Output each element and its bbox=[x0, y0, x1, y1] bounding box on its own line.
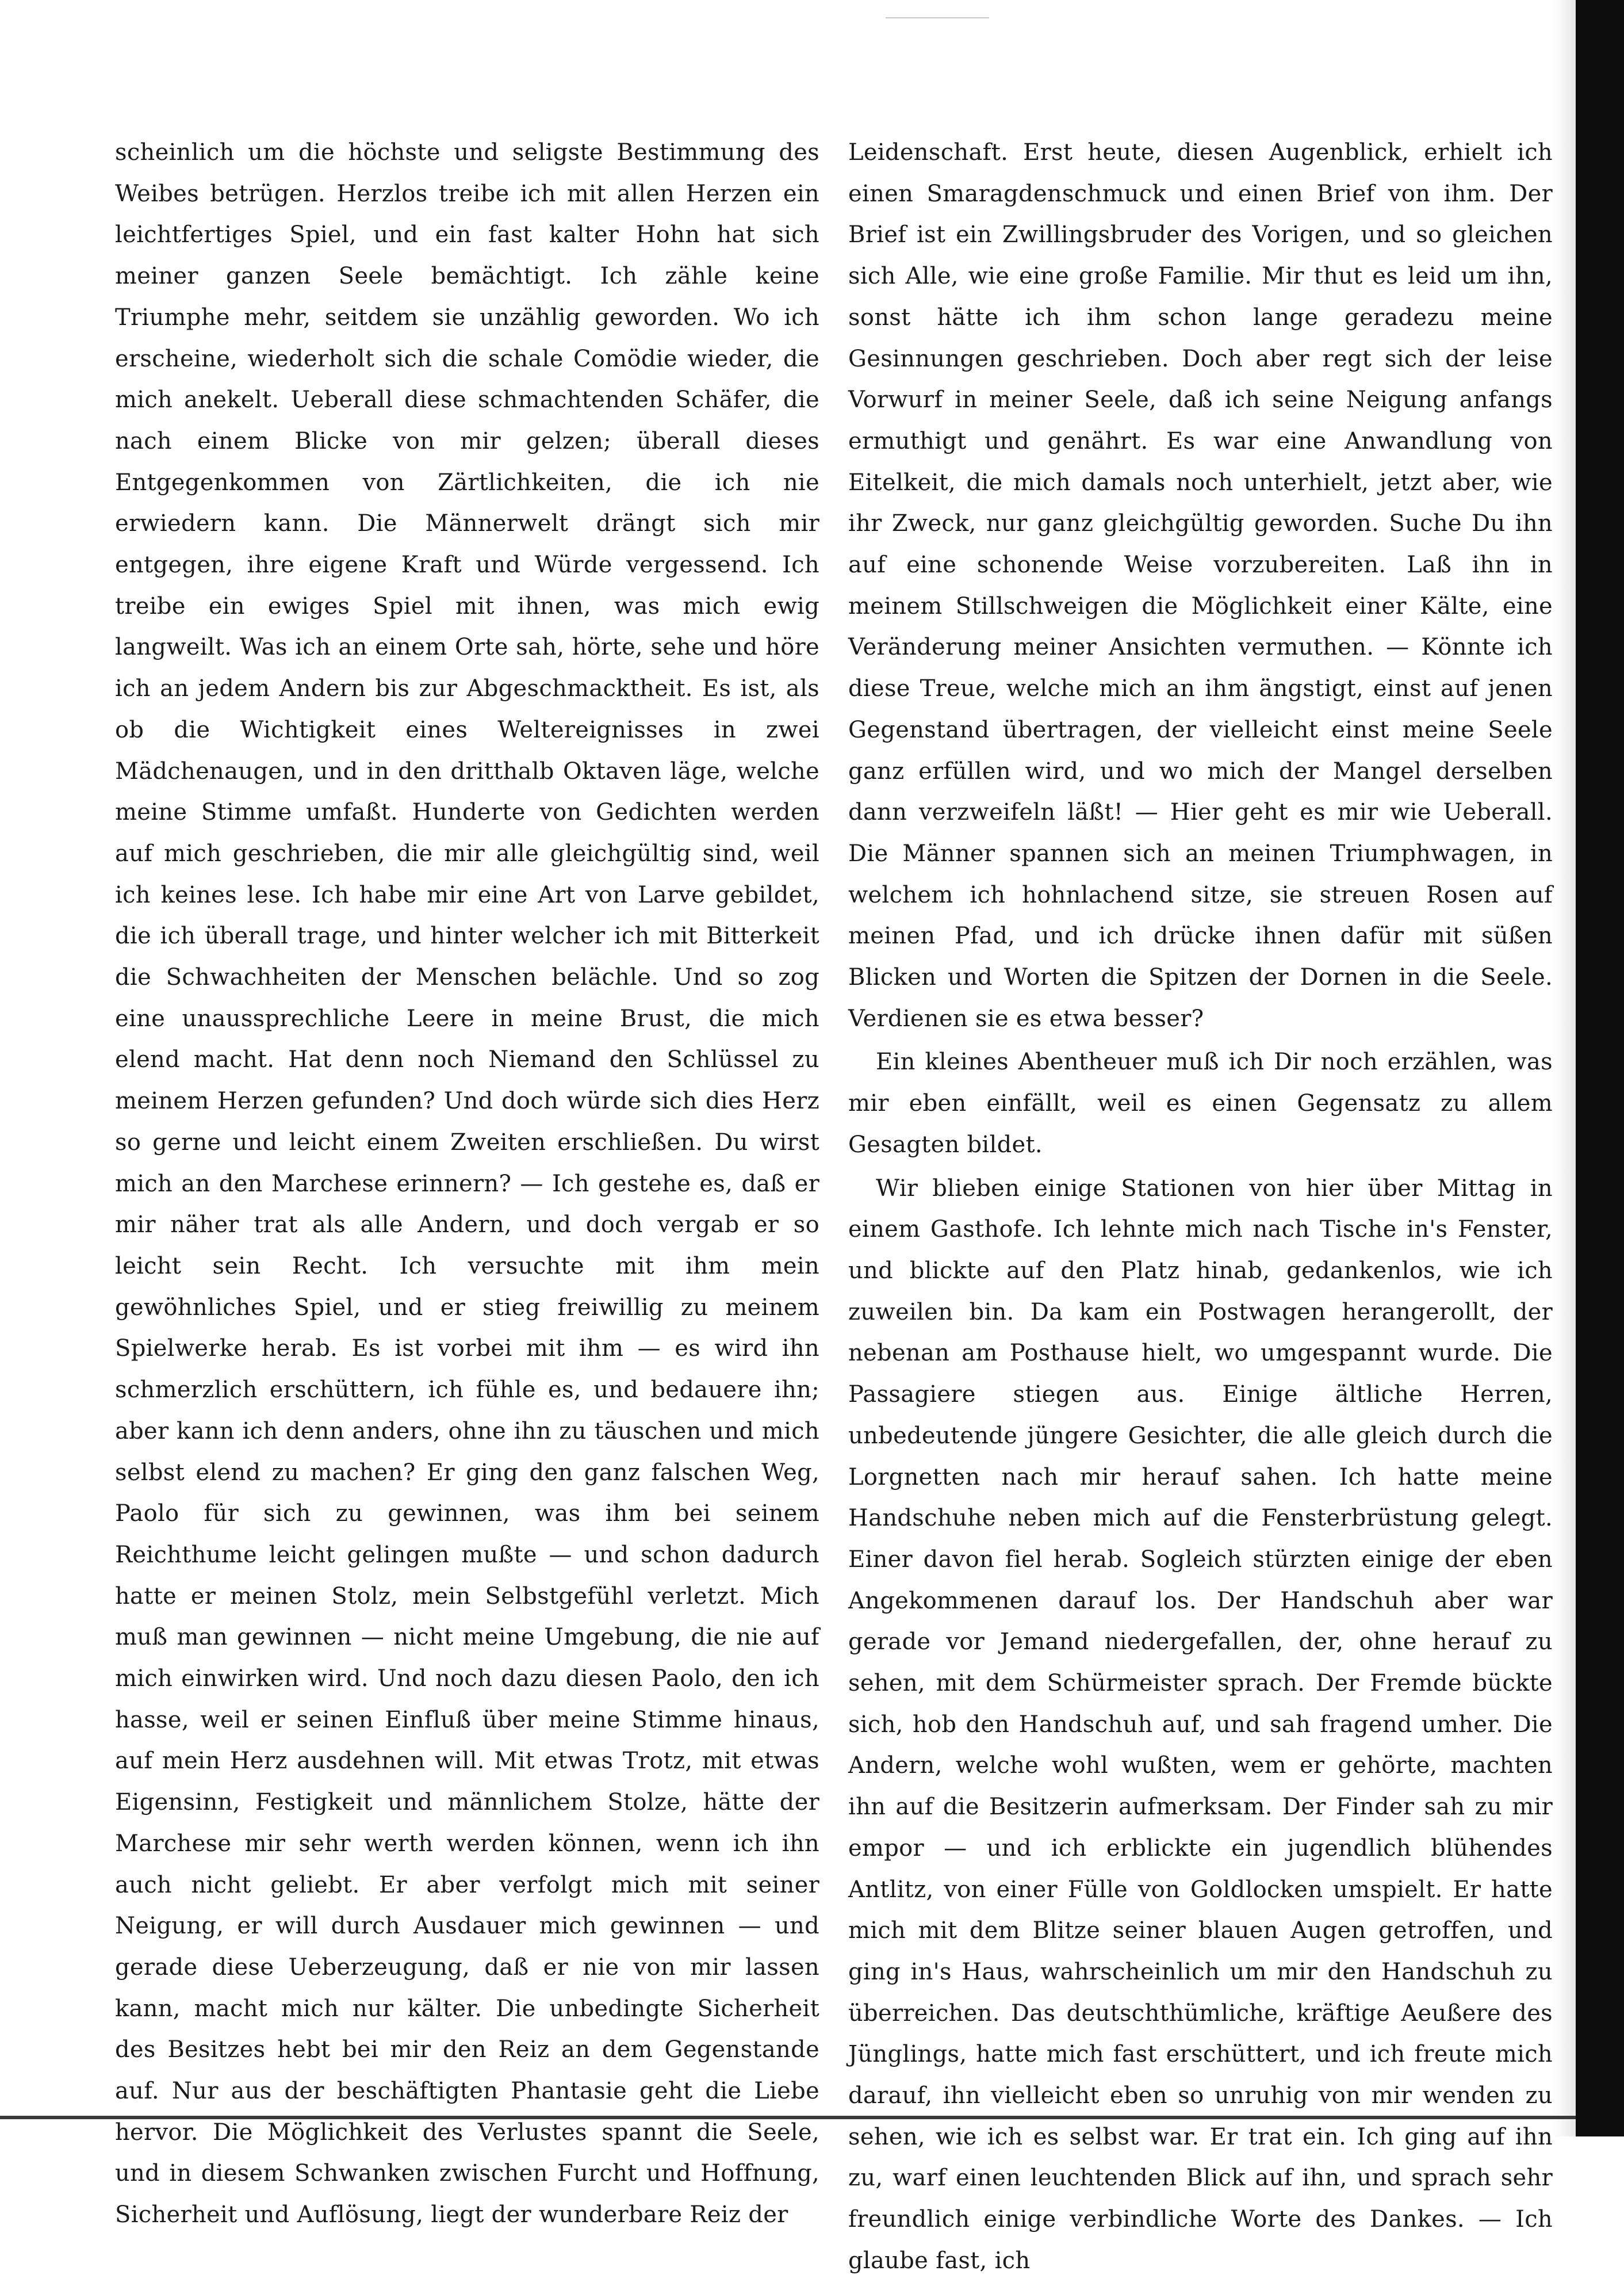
page-edge bbox=[1553, 0, 1576, 2136]
left-column bbox=[115, 132, 819, 2236]
left-paragraph-1: scheinlich um die höchste und seligste Bestimmung des Weibes betrügen. Herzlos treibe ich mit allen Herzen ein leichtfertiges Spiel, und ein fast kalter Hohn hat sich meiner ganzen Seele bemächtigt. Ich zähle keine Triumphe mehr, seitdem sie unzählig geworden. Wo ich erscheine, wiederholt sich die schale Comödie wieder, die mich anekelt. Ueberall diese schmachtenden Schäfer, die nach einem Blicke von mir gelzen; überall dieses Entgegenkommen von Zärtlichkeiten, die ich nie erwiedern kann. Die Männerwelt drängt sich mir entgegen, ihre eigene Kraft und Würde vergessend. Ich treibe ein ewiges Spiel mit ihnen, was mich ewig langweilt. Was ich an einem Orte sah, hörte, sehe und höre ich an jedem Andern bis zur Abgeschmacktheit. Es ist, als ob die Wichtigkeit eines Weltereignisses in zwei Mädchenaugen, und in den dritthalb Oktaven läge, welche meine Stimme umfaßt. Hunderte von Gedichten werden auf mich geschrieben, die mir alle gleichgültig sind, weil ich keines lese. Ich habe mir eine Art von Larve gebildet, die ich überall trage, und hinter welcher ich mit Bitterkeit die Schwachheiten der Menschen belächle. Und so zog eine unaussprechliche Leere in meine Brust, die mich elend macht. Hat denn noch Niemand den Schlüssel zu meinem Herzen gefunden? Und doch würde sich dies Herz so gerne und leicht einem Zweiten erschließen. Du wirst mich an den Marchese erinnern? — Ich gestehe es, daß er mir näher trat als alle Andern, und doch vergab er so leicht sein Recht. Ich versuchte mit ihm mein gewöhnliches Spiel, und er stieg freiwillig zu meinem Spielwerke herab. Es ist vorbei mit ihm — es wird ihn schmerzlich erschüttern, ich fühle es, und bedauere ihn; aber kann ich denn anders, ohne ihn zu täuschen und mich selbst elend zu machen? Er ging den ganz falschen Weg, Paolo für sich zu gewinnen, was ihm bei seinem Reichthume leicht gelingen mußte — und schon dadurch hatte er meinen Stolz, mein Selbstgefühl verletzt. Mich muß man gewinnen — nicht meine Umgebung, die nie auf mich einwirken wird. Und noch dazu diesen Paolo, den ich hasse, weil er seinen Einfluß über meine Stimme hinaus, auf mein Herz ausdehnen will. Mit etwas Trotz, mit etwas Eigensinn, Festigkeit und männlichem Stolze, hätte der Marchese mir sehr werth werden können, wenn ich ihn auch nicht geliebt. Er aber verfolgt mich mit seiner Neigung, er will durch Ausdauer mich gewinnen — und gerade diese Ueberzeugung, daß er nie von mir lassen kann, macht mich nur kälter. Die unbedingte Sicherheit des Besitzes hebt bei mir den Reiz an dem Gegenstande auf. Nur aus der beschäftigten Phantasie geht die Liebe hervor. Die Möglichkeit des Verlustes spannt die Seele, und in diesem Schwanken zwischen Furcht und Hoffnung, Sicherheit und Auflösung, liegt der wunderbare Reiz der bbox=[115, 139, 819, 2229]
right-paragraph-1: Leidenschaft. Erst heute, diesen Augenblick, erhielt ich einen Smaragdenschmuck und einen Brief von ihm. Der Brief ist ein Zwillingsbruder des Vorigen, und so gleichen sich Alle, wie eine große Familie. Mir thut es leid um ihn, sonst hätte ich ihm schon lange geradezu meine Gesinnungen geschrieben. Doch aber regt sich der leise Vorwurf in meiner Seele, daß ich seine Neigung anfangs ermuthigt und genährt. Es war eine Anwandlung von Eitelkeit, die mich damals noch unterhielt, jetzt aber, wie ihr Zweck, nur ganz gleichgültig geworden. Suche Du ihn auf eine schonende Weise vorzubereiten. Laß ihn in meinem Stillschweigen die Möglichkeit einer Kälte, eine Veränderung meiner Ansichten vermuthen. — Könnte ich diese Treue, welche mich an ihm ängstigt, einst auf jenen Gegenstand übertragen, der vielleicht einst meine Seele ganz erfüllen wird, und wo mich der Mangel derselben dann verzweifeln läßt! — Hier geht es mir wie Ueberall. Die Männer spannen sich an meinen Triumphwagen, in welchem ich hohnlachend sitze, sie streuen Rosen auf meinen Pfad, und ich drücke ihnen dafür mit süßen Blicken und Worten die Spitzen der Dornen in die Seele. Verdienen sie es etwa besser? bbox=[848, 139, 1553, 1032]
scan-border bbox=[1576, 0, 1624, 2136]
right-column bbox=[848, 132, 1553, 2282]
page-fold-mark bbox=[886, 17, 989, 18]
right-paragraph-3: Wir blieben einige Stationen von hier über Mittag in einem Gasthofe. Ich lehnte mich nach Tische in's Fenster, und blickte auf den Platz hinab, gedankenlos, wie ich zuweilen bin. Da kam ein Postwagen herangerollt, der nebenan am Posthause hielt, wo umgespannt wurde. Die Passagiere stiegen aus. Einige ältliche Herren, unbedeutende jüngere Gesichter, die alle gleich durch die Lorgnetten nach mir herauf sahen. Ich hatte meine Handschuhe neben mich auf die Fensterbrüstung gelegt. Einer davon fiel herab. Sogleich stürzten einige der eben Angekommenen darauf los. Der Handschuh aber war gerade vor Jemand niedergefallen, der, ohne herauf zu sehen, mit dem Schürmeister sprach. Der Fremde bückte sich, hob den Handschuh auf, und sah fragend umher. Die Andern, welche wohl wußten, wem er gehörte, machten ihn auf die Besitzerin aufmerksam. Der Finder sah zu mir empor — und ich erblickte ein jugendlich blühendes Antlitz, von einer Fülle von Goldlocken umspielt. Er hatte mich mit dem Blitze seiner blauen Augen getroffen, und ging in's Haus, wahrscheinlich um mir den Handschuh zu überreichen. Das deutschthümliche, kräftige Aeußere des Jünglings, hatte mich fast erschüttert, und ich freute mich darauf, ihn vielleicht eben so unruhig von mir wenden zu sehen, wie ich es selbst war. Er trat ein. Ich ging auf ihn zu, warf einen leuchtenden Blick auf ihn, und sprach sehr freundlich einige verbindliche Worte des Dankes. — Ich glaube fast, ich bbox=[848, 1175, 1553, 2274]
right-paragraph-2: Ein kleines Abentheuer muß ich Dir noch erzählen, was mir eben einfällt, weil es einen Gegensatz zu allem Gesagten bildet. bbox=[848, 1049, 1553, 1158]
